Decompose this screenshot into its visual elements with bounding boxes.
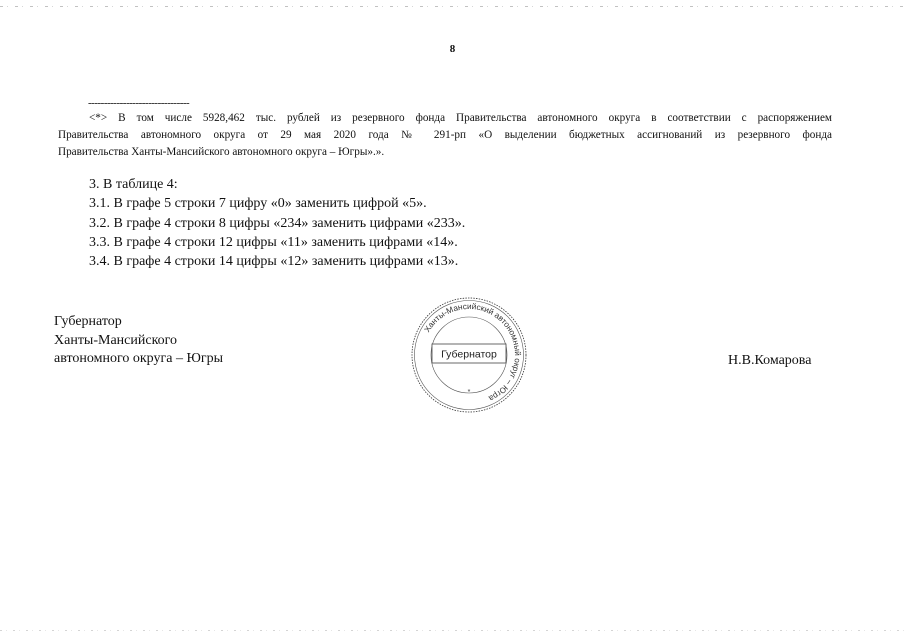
- footnote-line: <*> В том числе 5928,462 тыс. рублей из резервного фонда Правительства автономного округа в соответствии с распоряжением: [89, 112, 832, 124]
- seal-ring-text: Ханты-Мансийский автономный округ – Югра: [422, 301, 523, 404]
- amendment-item: 3.4. В графе 4 строки 14 цифры «12» заменить цифрами «13».: [89, 254, 459, 270]
- scan-edge-bottom: [0, 630, 905, 631]
- footnote-rule: --------------------------------: [88, 97, 190, 109]
- page-number: 8: [449, 43, 456, 55]
- amendment-item: 3.2. В графе 4 строки 8 цифры «234» заменить цифрами «233».: [89, 215, 466, 231]
- signatory-position: [54, 313, 223, 369]
- signatory-position-line: автономного округа – Югры: [54, 351, 223, 366]
- scan-edge-top: [0, 6, 905, 7]
- seal-star: *: [467, 389, 471, 396]
- signer-name: Н.В.Комарова: [728, 353, 812, 368]
- official-seal: [410, 296, 528, 414]
- footnote-line: Правительства автономного округа от 29 мая 2020 года № 291-рп «О выделении бюджетных ассигнований из резервного фонда: [58, 129, 832, 141]
- signatory-position-line: Губернатор: [54, 314, 122, 329]
- amendment-item: 3.3. В графе 4 строки 12 цифры «11» заменить цифрами «14».: [89, 234, 458, 250]
- signatory-position-line: Ханты-Мансийского: [54, 332, 178, 348]
- amendment-item: 3.1. В графе 5 строки 7 цифру «0» заменить цифрой «5».: [89, 196, 427, 212]
- footnote: [58, 110, 832, 161]
- amendments-list: [89, 175, 465, 271]
- amendments-heading: 3. В таблице 4:: [89, 177, 178, 192]
- seal-center-text: Губернатор: [441, 348, 497, 361]
- footnote-line: Правительства Ханты-Мансийского автономного округа – Югры».».: [58, 146, 385, 158]
